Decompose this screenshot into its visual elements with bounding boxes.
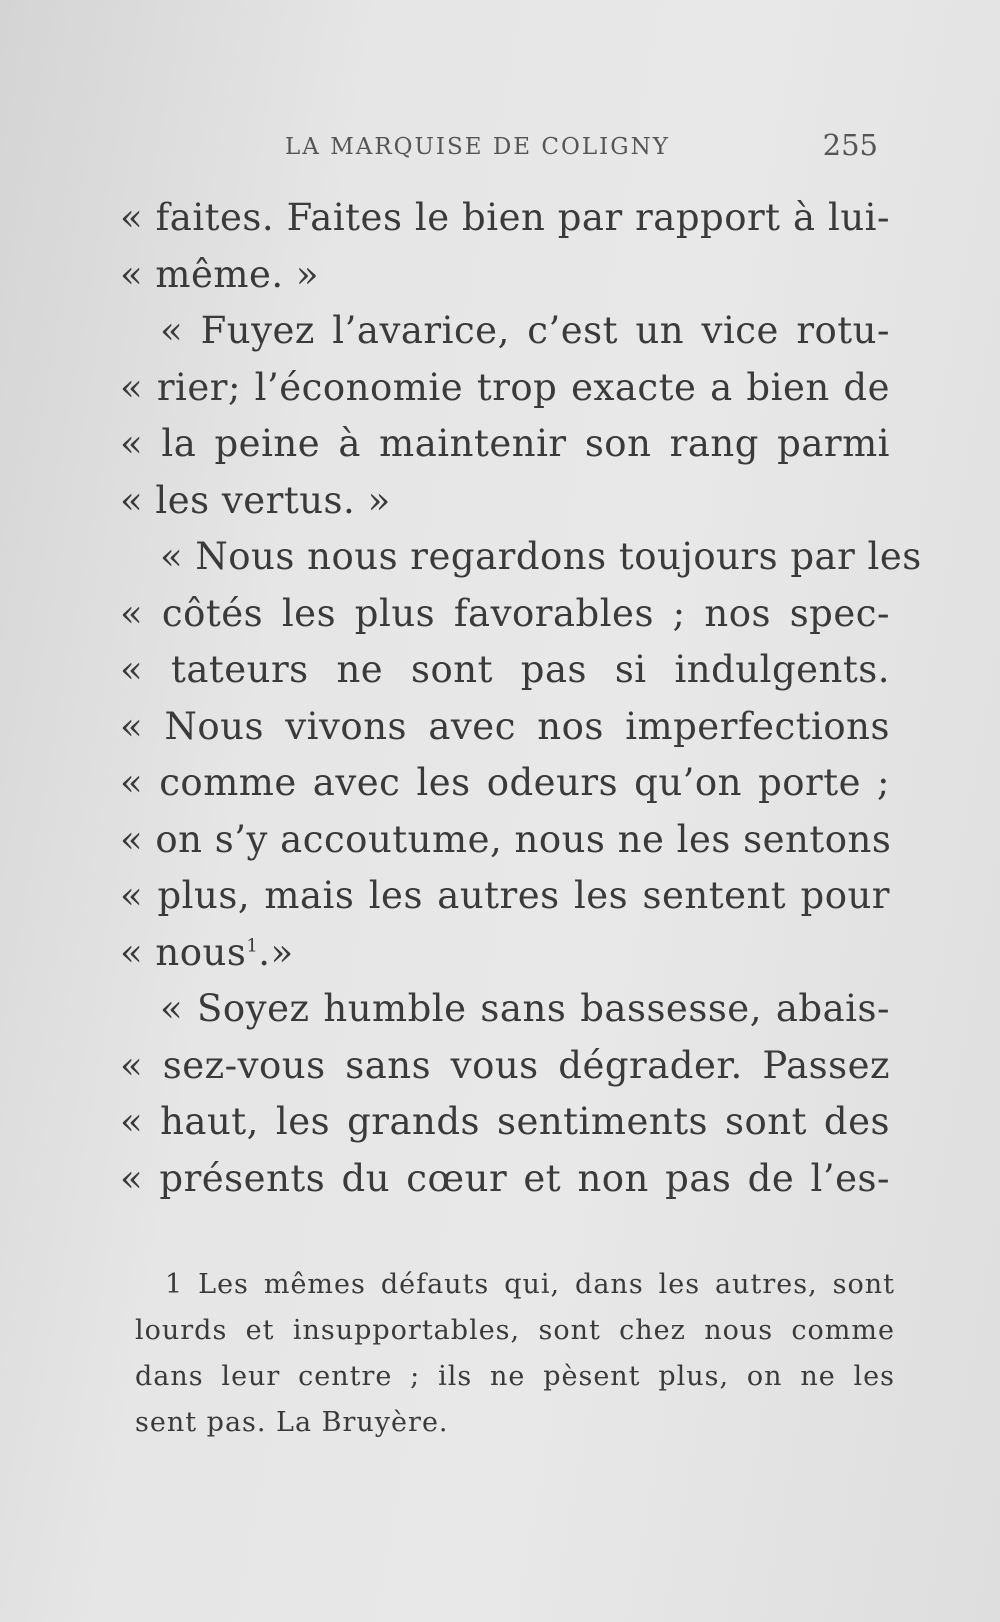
- text-line: « haut, les grands sentiments sont des: [120, 1100, 890, 1143]
- text-line: « rier; l’économie trop exacte a bien de: [120, 365, 890, 409]
- text-line: « on s’y accoutume, nous ne les sentons: [120, 817, 892, 861]
- text-line: « Nous vivons avec nos imperfections: [120, 704, 890, 748]
- body-text: [120, 190, 922, 1207]
- text-line: « côtés les plus favorables ; nos spec-: [120, 591, 890, 635]
- footnote-line: [135, 1262, 895, 1308]
- text-line: « la peine à maintenir son rang parmi: [120, 422, 890, 465]
- running-title: LA MARQUISE DE COLIGNY: [285, 134, 670, 160]
- text-line: « plus, mais les autres les sentent pour: [120, 874, 890, 917]
- text-line: [120, 925, 890, 982]
- text-line: « Fuyez l’avarice, c’est un vice rotu-: [160, 309, 890, 352]
- footnote-line: dans leur centre ; ils ne pèsent plus, on ne les: [135, 1361, 895, 1392]
- text-line: « comme avec les odeurs qu’on porte ;: [120, 761, 890, 804]
- page-number: 255: [822, 128, 878, 162]
- text-line: « sez-vous sans vous dégrader. Passez: [120, 1043, 890, 1087]
- footnote-marker: 1: [165, 1269, 184, 1300]
- footnote-line: lourds et insupportables, sont chez nous comme: [135, 1315, 895, 1346]
- text-line: « même. »: [120, 252, 320, 296]
- footnote-line: sent pas. La Bruyère.: [135, 1407, 449, 1438]
- text-line: « Nous nous regardons toujours par les: [160, 535, 922, 578]
- text-line: « tateurs ne sont pas si indulgents.: [120, 648, 890, 691]
- text-line: « faites. Faites le bien par rapport à lui-: [120, 196, 890, 239]
- text-line: « présents du cœur et non pas de l’es-: [120, 1156, 890, 1200]
- footnote-text: Les mêmes défauts qui, dans les autres, sont: [198, 1269, 895, 1300]
- footnote: [135, 1262, 895, 1446]
- text-line-content: « nous: [120, 930, 247, 974]
- text-line: « Soyez humble sans bassesse, abais-: [160, 987, 890, 1030]
- footnote-reference[interactable]: 1: [246, 935, 259, 957]
- text-line-tail: .»: [258, 930, 294, 974]
- running-head: [120, 128, 890, 168]
- text-line: « les vertus. »: [120, 478, 391, 522]
